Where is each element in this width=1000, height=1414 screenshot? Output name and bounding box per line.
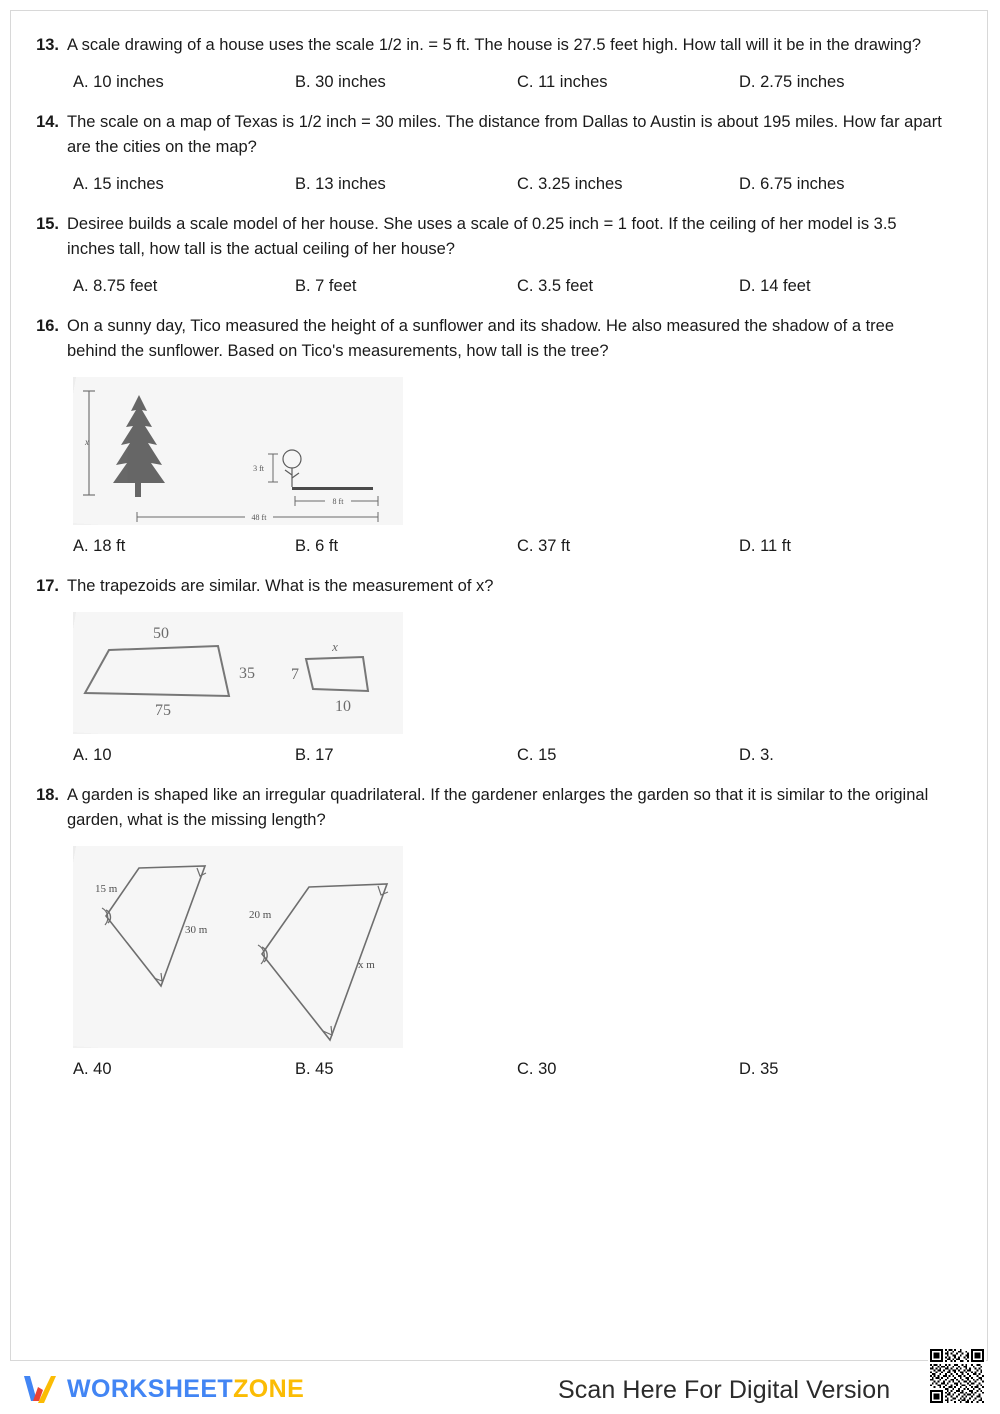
tree-shadow-svg bbox=[73, 377, 403, 525]
sunflower-shadow bbox=[292, 487, 373, 490]
trapezoids-svg bbox=[73, 612, 403, 734]
choice-a[interactable]: A. 40 bbox=[73, 1059, 112, 1078]
question-15 bbox=[31, 212, 943, 263]
pine-tree-icon bbox=[113, 395, 165, 497]
large-bottom-label: 75 bbox=[155, 701, 171, 719]
choice-b[interactable]: B. 7 feet bbox=[295, 276, 357, 295]
choices-13 bbox=[73, 73, 943, 92]
large-left-label: 20 m bbox=[249, 908, 272, 921]
choice-c[interactable]: C. 15 bbox=[517, 745, 557, 764]
logo-worksheet-text: WORKSHEET bbox=[67, 1374, 234, 1403]
question-number: 17. bbox=[36, 576, 59, 595]
question-text: A garden is shaped like an irregular quadrilateral. If the gardener enlarges the garden so that it is similar to the original garden, what is the missing length? bbox=[67, 785, 929, 830]
choice-d[interactable]: D. 14 feet bbox=[739, 276, 811, 295]
figure-wrap-17 bbox=[73, 612, 943, 734]
large-top-label: 50 bbox=[153, 624, 169, 642]
tree-height-label: x bbox=[85, 436, 89, 447]
small-trapezoid bbox=[306, 657, 368, 691]
question-text: On a sunny day, Tico measured the height of a sunflower and its shadow. He also measured the shadow of a tree behind the sunflower. Based on Tico's measurements, how tall is the tree? bbox=[67, 316, 895, 361]
qr-code-svg bbox=[930, 1349, 984, 1403]
logo-wordmark bbox=[67, 1375, 304, 1404]
sunflower-height-label: 3 ft bbox=[253, 463, 264, 473]
question-text: The trapezoids are similar. What is the measurement of x? bbox=[67, 576, 494, 595]
logo-v-icon bbox=[22, 1373, 58, 1405]
question-17 bbox=[31, 574, 943, 600]
choice-d[interactable]: D. 2.75 inches bbox=[739, 72, 845, 91]
choices-16 bbox=[73, 537, 943, 556]
sunflower-icon bbox=[283, 450, 301, 487]
sunflower-shadow-label: 8 ft bbox=[332, 496, 344, 506]
tree-shadow-diagram bbox=[73, 377, 403, 525]
question-text: The scale on a map of Texas is 1/2 inch = 30 miles. The distance from Dallas to Austin is about 195 miles. How far apart are the cities on the map? bbox=[67, 112, 942, 157]
choice-b[interactable]: B. 45 bbox=[295, 1059, 334, 1078]
choice-c[interactable]: C. 37 ft bbox=[517, 536, 571, 555]
choice-d[interactable]: D. 11 ft bbox=[739, 536, 791, 555]
tree-shadow-label: 48 ft bbox=[251, 512, 267, 522]
choices-17 bbox=[73, 746, 943, 765]
choice-a[interactable]: A. 10 inches bbox=[73, 72, 164, 91]
question-18 bbox=[31, 783, 943, 834]
question-number: 13. bbox=[36, 36, 59, 54]
choice-a[interactable]: A. 15 inches bbox=[73, 174, 164, 193]
small-right-label: 30 m bbox=[185, 923, 208, 936]
qr-code[interactable] bbox=[928, 1347, 986, 1405]
question-text: A scale drawing of a house uses the scale 1/2 in. = 5 ft. The house is 27.5 feet high. How tall will it be in the drawing? bbox=[67, 36, 922, 54]
figure-wrap-16 bbox=[73, 377, 943, 525]
similar-quadrilaterals-diagram bbox=[73, 846, 403, 1048]
question-14 bbox=[31, 110, 943, 161]
questions-container bbox=[11, 11, 987, 1079]
large-right-label: x m bbox=[358, 958, 375, 971]
choice-b[interactable]: B. 30 inches bbox=[295, 72, 386, 91]
small-top-label: x bbox=[332, 638, 338, 654]
choice-a[interactable]: A. 10 bbox=[73, 745, 112, 764]
worksheet-zone-logo[interactable] bbox=[22, 1373, 304, 1405]
choice-b[interactable]: B. 13 inches bbox=[295, 174, 386, 193]
question-number: 14. bbox=[36, 112, 59, 131]
large-trapezoid bbox=[85, 646, 229, 696]
choice-b[interactable]: B. 6 ft bbox=[295, 536, 339, 555]
choice-a[interactable]: A. 8.75 feet bbox=[73, 276, 158, 295]
choices-14 bbox=[73, 175, 943, 194]
question-number: 15. bbox=[36, 214, 59, 233]
small-left-label: 15 m bbox=[95, 882, 118, 895]
choice-c[interactable]: C. 11 inches bbox=[517, 72, 608, 91]
question-13 bbox=[31, 33, 943, 59]
worksheet-page bbox=[10, 10, 988, 1361]
large-right-label: 35 bbox=[239, 664, 255, 682]
choices-18 bbox=[73, 1060, 943, 1079]
choice-c[interactable]: C. 3.25 inches bbox=[517, 174, 623, 193]
question-16 bbox=[31, 314, 943, 365]
choice-c[interactable]: C. 30 bbox=[517, 1059, 557, 1078]
small-bottom-label: 10 bbox=[335, 697, 351, 715]
choice-d[interactable]: D. 3. bbox=[739, 745, 774, 764]
logo-zone-text: ZONE bbox=[233, 1374, 305, 1403]
question-number: 18. bbox=[36, 785, 59, 804]
choice-d[interactable]: D. 35 bbox=[739, 1059, 779, 1078]
question-number: 16. bbox=[36, 316, 59, 335]
choice-b[interactable]: B. 17 bbox=[295, 745, 334, 764]
choice-d[interactable]: D. 6.75 inches bbox=[739, 174, 845, 193]
choice-a[interactable]: A. 18 ft bbox=[73, 536, 126, 555]
question-text: Desiree builds a scale model of her house. She uses a scale of 0.25 inch = 1 foot. If the ceiling of her model is 3.5 inches tall, how tall is the actual ceiling of her house? bbox=[67, 214, 897, 259]
quadrilaterals-svg bbox=[73, 846, 403, 1048]
choice-c[interactable]: C. 3.5 feet bbox=[517, 276, 594, 295]
choices-15 bbox=[73, 277, 943, 296]
small-left-label: 7 bbox=[291, 665, 299, 683]
figure-wrap-18 bbox=[73, 846, 943, 1048]
scan-instruction-text: Scan Here For Digital Version bbox=[558, 1376, 891, 1404]
page-footer bbox=[0, 1364, 1000, 1414]
similar-trapezoids-diagram bbox=[73, 612, 403, 734]
